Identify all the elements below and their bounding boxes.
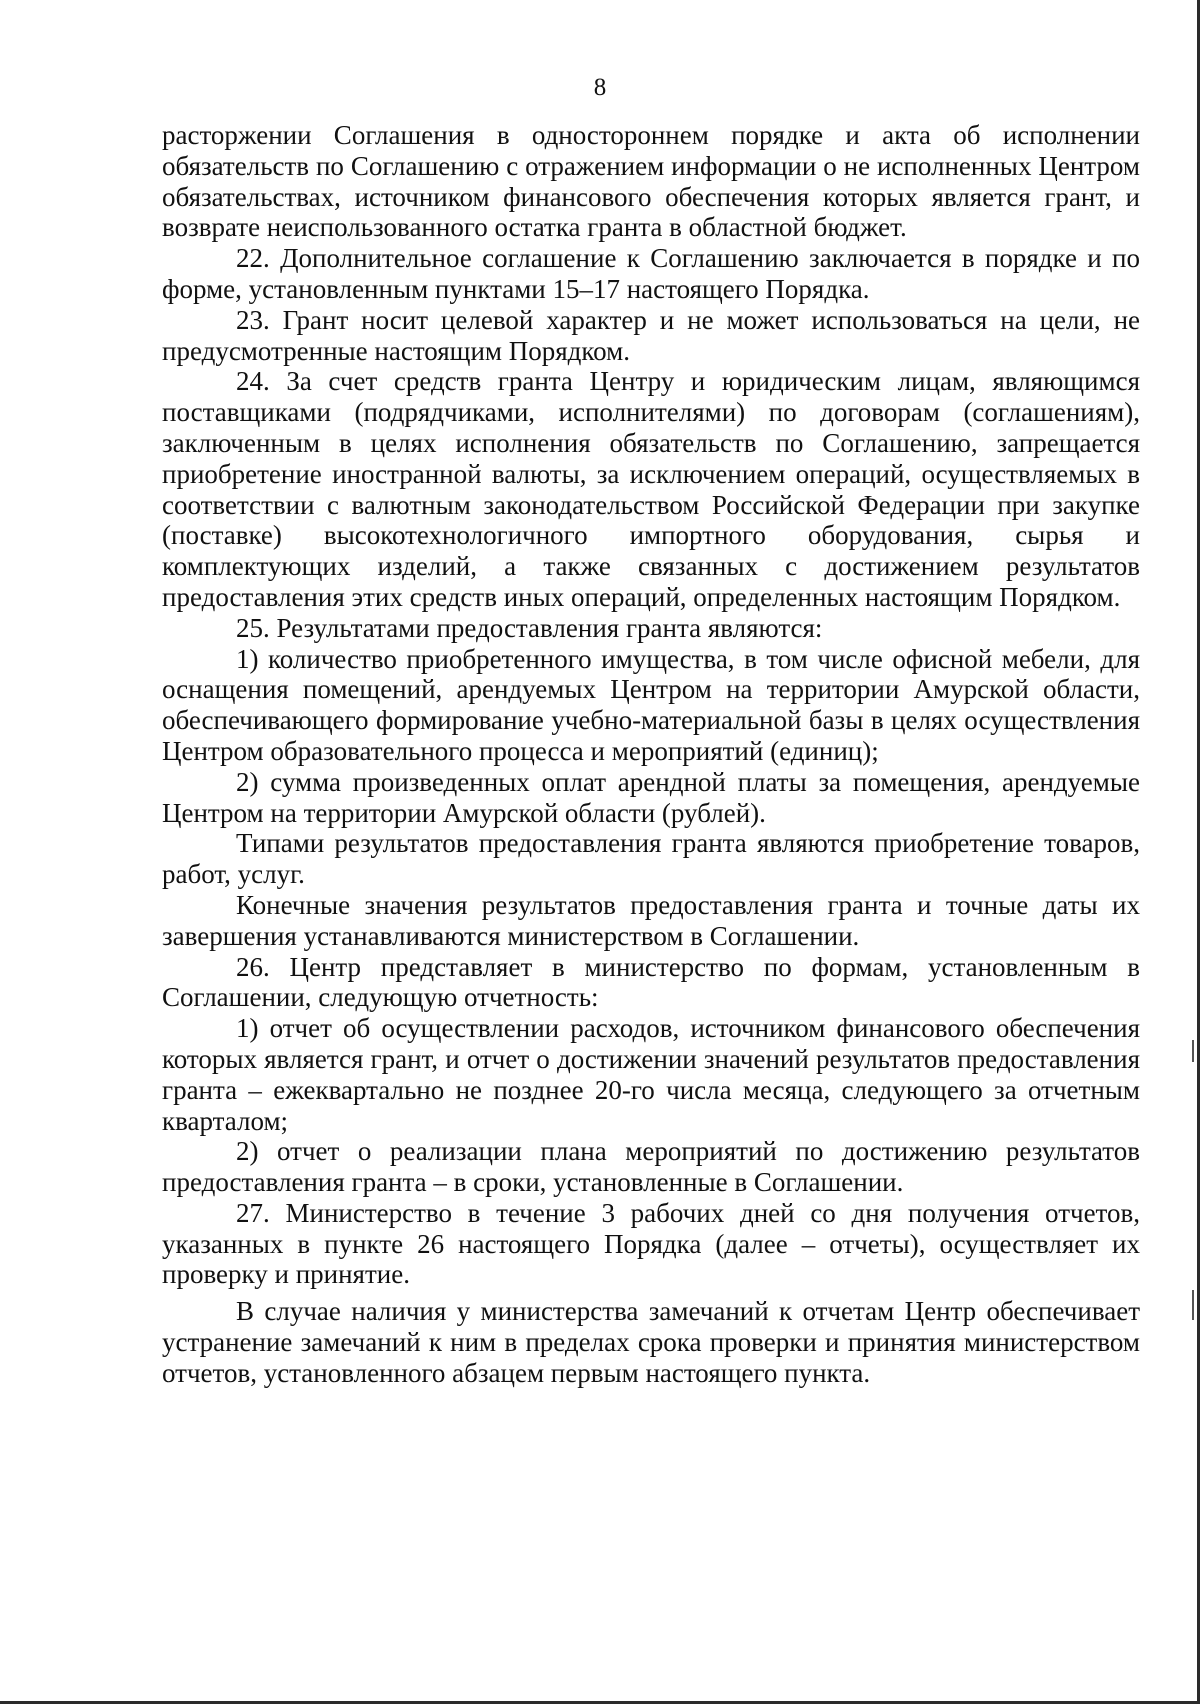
paragraph-23: 23. Грант носит целевой характер и не может использоваться на цели, не предусмотренные настоящим Порядком.	[162, 304, 1140, 366]
paragraph-27-remarks: В случае наличия у министерства замечаний к отчетам Центр обеспечивает устранение замечаний к ним в пределах срока проверки и принятия министерством отчетов, установленного абзацем первым настоящего пункта.	[162, 1296, 1140, 1388]
paragraph-result-types: Типами результатов предоставления гранта являются приобретение товаров, работ, услуг.	[162, 828, 1140, 890]
paragraph-24: 24. За счет средств гранта Центру и юридическим лицам, являющимся поставщиками (подрядчиками, исполнителями) по договорам (соглашениям), заключенным в целях исполнения обязательств по Соглашению, запрещается приобретение иностранной валюты, за исключением операций, осуществляемых в соответствии с валютным законодательством Российской Федерации при закупке (поставке) высокотехнологичного импортного оборудования, сырья и комплектующих изделий, а также связанных с достижением результатов предоставления этих средств иных операций, определенных настоящим Порядком.	[162, 366, 1140, 612]
paragraph-22: 22. Дополнительное соглашение к Соглашению заключается в порядке и по форме, установленным пунктами 15–17 настоящего Порядка.	[162, 243, 1140, 304]
paragraph-26: 26. Центр представляет в министерство по формам, установленным в Соглашении, следующую отчетность:	[162, 951, 1140, 1013]
paragraph-continuation: расторжении Соглашения в одностороннем порядке и акта об исполнении обязательств по Соглашению с отражением информации о не исполненных Центром обязательствах, источником финансового обеспечения которых является грант, и возврате неиспользованного остатка гранта в областной бюджет.	[162, 120, 1140, 243]
paragraph-27: 27. Министерство в течение 3 рабочих дней со дня получения отчетов, указанных в пункте 26 настоящего Порядка (далее – отчеты), осуществляет их проверку и принятие.	[162, 1197, 1140, 1290]
document-body	[162, 120, 1140, 1389]
paragraph-final-values: Конечные значения результатов предоставления гранта и точные даты их завершения устанавливаются министерством в Соглашении.	[162, 889, 1140, 951]
paragraph-25-item-1: 1) количество приобретенного имущества, в том числе офисной мебели, для оснащения помещений, арендуемых Центром на территории Амурской области, обеспечивающего формирование учебно-материальной базы в целях осуществления Центром образовательного процесса и мероприятий (единиц);	[162, 643, 1140, 766]
paragraph-25-item-2: 2) сумма произведенных оплат арендной платы за помещения, арендуемые Центром на территории Амурской области (рублей).	[162, 766, 1140, 828]
paragraph-26-item-1: 1) отчет об осуществлении расходов, источником финансового обеспечения которых является грант, и отчет о достижении значений результатов предоставления гранта – ежеквартально не позднее 20-го числа месяца, следующего за отчетным кварталом;	[162, 1013, 1140, 1136]
scan-mark	[1192, 1290, 1194, 1320]
paragraph-26-item-2: 2) отчет о реализации плана мероприятий по достижению результатов предоставления гранта – в сроки, установленные в Соглашении.	[162, 1136, 1140, 1198]
scan-mark	[1192, 1040, 1194, 1062]
paragraph-25: 25. Результатами предоставления гранта являются:	[236, 612, 823, 643]
page-number: 8	[593, 74, 607, 101]
